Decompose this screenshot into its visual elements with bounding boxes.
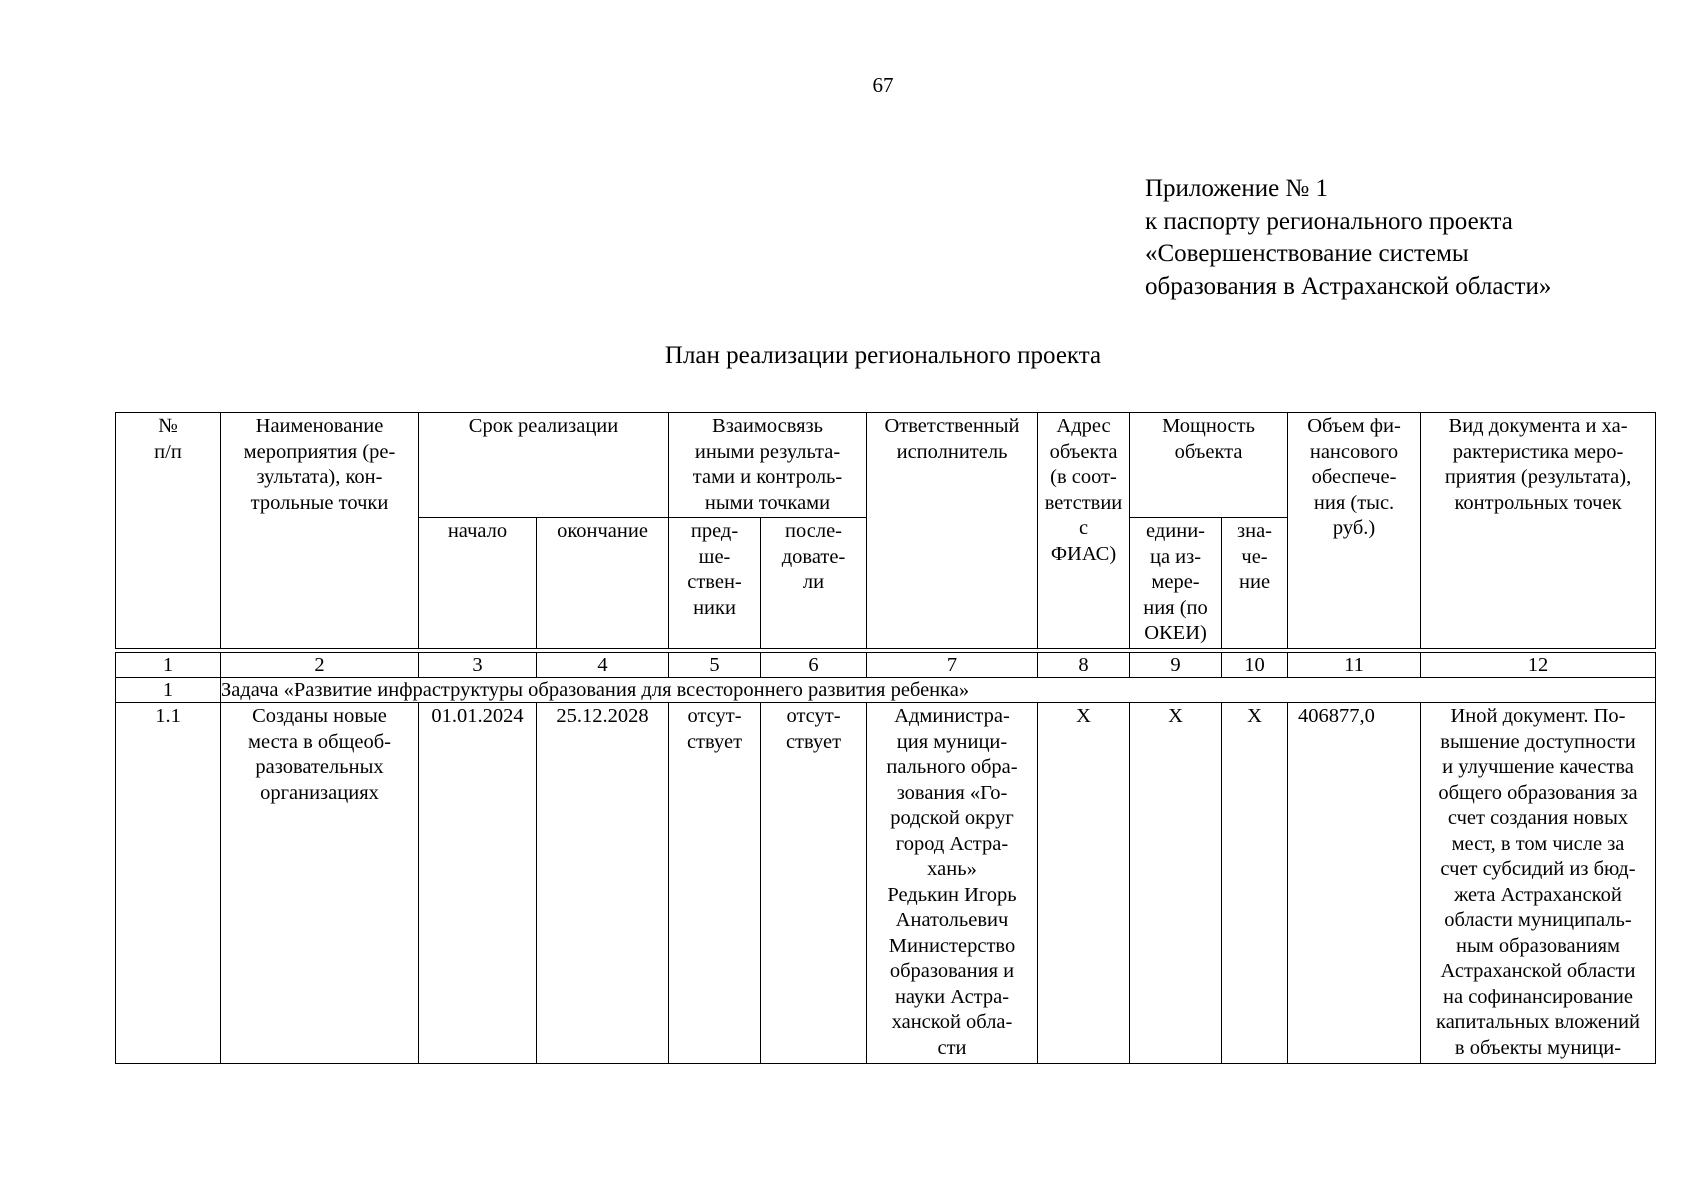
cell-line: ветствии (1044, 491, 1123, 514)
cell-line: приятия (результата), (1444, 466, 1632, 488)
cell-line: ными точками (704, 491, 831, 514)
header-table (115, 412, 1656, 649)
document-title: План реализации регионального проекта (664, 342, 1102, 369)
cell-line: зультата), кон- (256, 466, 383, 488)
cell-line: тами и контроль- (692, 466, 843, 488)
cell-line: обеспече- (1311, 466, 1397, 488)
header-document (1421, 413, 1656, 649)
cell-line: родской округ (890, 807, 1014, 829)
header-end: окончание (537, 518, 669, 649)
cell-line: отсут- (687, 705, 742, 727)
cell-line: Созданы новые (252, 705, 387, 727)
appendix-line: к паспорту регионального проекта (1145, 207, 1513, 235)
cell-line: образования и (889, 960, 1015, 982)
cell-line: места в общеоб- (248, 730, 391, 753)
row-responsible (867, 703, 1038, 1064)
cell-line: ствует (785, 730, 842, 753)
cell-line: ния (тыс. (1313, 491, 1395, 514)
cell-line: Редькин Игорь (887, 883, 1017, 906)
row-end: 25.12.2028 (537, 703, 669, 1064)
cell-line: ние (1239, 571, 1271, 593)
task-number: 1 (116, 678, 221, 703)
cell-line: ше- (698, 545, 731, 568)
cell-line: ным образованиям (1456, 934, 1620, 957)
cell-line: науки Астра- (894, 985, 1010, 1008)
cell-line: Ответственный (884, 415, 1020, 437)
cell-line: ОКЕИ) (1144, 622, 1207, 644)
column-number: 5 (669, 653, 761, 678)
cell-line: Мощность (1162, 415, 1255, 437)
cell-line: ФИАС) (1050, 542, 1117, 565)
row-name (221, 703, 419, 1064)
header-name (221, 413, 419, 649)
row-successors (761, 703, 867, 1064)
cell-line: ханской обла- (891, 1011, 1013, 1033)
cell-line: зования «Го- (896, 781, 1008, 804)
appendix-header (1145, 173, 1551, 303)
row-number: 1.1 (116, 703, 221, 1064)
cell-line: ствует (686, 730, 743, 753)
column-number-row (116, 653, 1656, 678)
cell-line: № (158, 415, 178, 437)
cell-line: руб.) (1332, 517, 1376, 539)
cell-line: Вид документа и ха- (1448, 415, 1628, 437)
row-predecessors (669, 703, 761, 1064)
cell-line: Объем фи- (1307, 415, 1401, 437)
column-number: 7 (867, 653, 1038, 678)
column-number: 3 (419, 653, 537, 678)
cell-line: и улучшение качества (1442, 756, 1634, 778)
column-number: 1 (116, 653, 221, 678)
cell-line: Адрес (1056, 415, 1111, 437)
cell-line: мере- (1151, 571, 1200, 593)
cell-line: на софинансирование (1443, 985, 1633, 1008)
task-text: Задача «Развитие инфраструктуры образования для всестороннего развития ребенка» (221, 678, 1656, 703)
cell-line: Министерство (888, 934, 1016, 957)
cell-line: рактеристика меро- (1452, 440, 1624, 463)
cell-line: (в соот- (1050, 466, 1117, 488)
header-finance (1288, 413, 1421, 649)
row-value: Х (1222, 703, 1288, 1064)
cell-line: иными результа- (694, 440, 841, 463)
cell-line: пред- (690, 520, 739, 542)
cell-line: п/п (154, 440, 182, 463)
cell-line: после- (785, 520, 843, 542)
cell-line: вышение доступности (1440, 730, 1636, 753)
cell-line: отсут- (786, 705, 841, 727)
cell-line: Анатольевич (895, 909, 1009, 931)
header-successors (761, 518, 867, 649)
cell-line: счет создания новых (1447, 807, 1629, 829)
header-start: начало (419, 518, 537, 649)
cell-line: счет субсидий из бюд- (1440, 858, 1636, 880)
cell-line: исполнитель (896, 440, 1008, 463)
cell-line: области муниципаль- (1444, 909, 1632, 931)
row-address: Х (1038, 703, 1130, 1064)
column-number: 9 (1130, 653, 1222, 678)
cell-line: Наименование (255, 415, 384, 437)
header-unit (1130, 518, 1222, 649)
cell-line: трольные точки (250, 491, 389, 514)
cell-line: мероприятия (ре- (243, 440, 396, 463)
cell-line: контрольных точек (1454, 491, 1622, 514)
appendix-line: образования в Астраханской области» (1145, 272, 1552, 300)
column-number: 10 (1222, 653, 1288, 678)
task-row (116, 678, 1656, 703)
row-document (1421, 703, 1656, 1064)
header-predecessors (669, 518, 761, 649)
cell-line: зна- (1237, 520, 1273, 542)
plan-table (115, 652, 1656, 1064)
cell-line: Взаимосвязь (712, 415, 823, 437)
cell-line: нансового (1309, 440, 1399, 463)
column-number: 6 (761, 653, 867, 678)
cell-line: едини- (1146, 520, 1206, 542)
cell-line: че- (1241, 545, 1268, 568)
table-row (116, 703, 1656, 1064)
cell-line: ния (по (1143, 596, 1208, 619)
cell-line: довате- (781, 545, 846, 568)
cell-line: организациях (260, 781, 379, 804)
row-unit: Х (1130, 703, 1222, 1064)
header-responsible (867, 413, 1038, 649)
column-number: 12 (1421, 653, 1656, 678)
cell-line: город Астра- (895, 832, 1009, 855)
header-num (116, 413, 221, 649)
column-number: 2 (221, 653, 419, 678)
row-finance: 406877,0 (1288, 703, 1421, 1064)
cell-line: разовательных (255, 756, 384, 778)
cell-line: Иной документ. По- (1450, 705, 1626, 727)
cell-line: ца из- (1149, 545, 1202, 568)
cell-line: объекта (1174, 440, 1243, 463)
appendix-line: «Совершенствование системы (1145, 240, 1469, 267)
header-relation (669, 413, 867, 518)
header-address (1038, 413, 1130, 649)
row-start: 01.01.2024 (419, 703, 537, 1064)
page-number: 67 (872, 73, 894, 97)
cell-line: хань» (927, 858, 977, 880)
header-value (1222, 518, 1288, 649)
cell-line: сти (937, 1036, 967, 1059)
column-number: 11 (1288, 653, 1421, 678)
cell-line: пального обра- (886, 756, 1018, 778)
header-power (1130, 413, 1288, 518)
column-number: 4 (537, 653, 669, 678)
cell-line: ция муници- (896, 730, 1008, 753)
cell-line: Администра- (894, 705, 1010, 727)
cell-line: в объекты муници- (1454, 1036, 1622, 1059)
cell-line: общего образования за (1438, 781, 1638, 804)
cell-line: ли (802, 571, 825, 593)
header-term: Срок реализации (419, 413, 669, 518)
appendix-line: Приложение № 1 (1145, 175, 1329, 202)
cell-line: ники (693, 596, 736, 619)
cell-line: Астраханской области (1440, 960, 1636, 982)
column-number: 8 (1038, 653, 1130, 678)
cell-line: объекта (1049, 440, 1118, 463)
cell-line: ствен- (687, 571, 742, 593)
cell-line: жета Астраханской (1454, 883, 1622, 906)
cell-line: мест, в том числе за (1451, 832, 1625, 855)
cell-line: капитальных вложений (1436, 1011, 1640, 1033)
cell-line: с (1078, 517, 1089, 539)
